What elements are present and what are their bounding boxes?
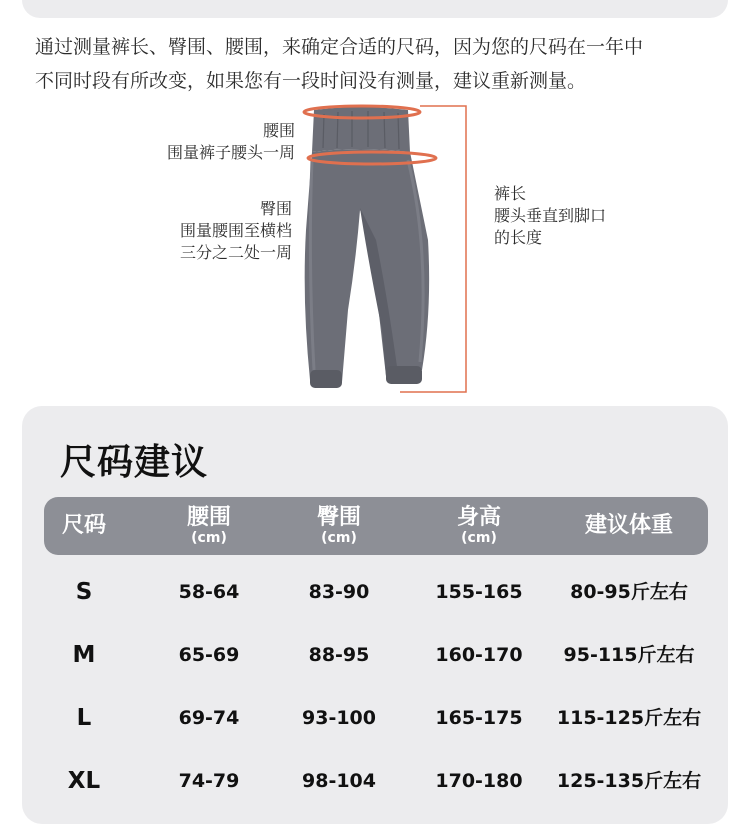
size-recommendation-card <box>22 406 728 824</box>
hip-label-desc-1: 围量腰围至横档 <box>179 221 292 240</box>
size-chart-title: 尺码建议 <box>60 442 209 483</box>
cell-size: M <box>72 642 96 668</box>
header-height <box>419 497 539 555</box>
length-label-title: 裤长 <box>494 184 527 203</box>
measurement-intro <box>35 30 735 98</box>
cell-weight: 95-115斤左右 <box>563 644 695 666</box>
header-weight-label: 建议体重 <box>584 513 673 538</box>
cell-waist: 58-64 <box>178 581 240 603</box>
measurement-figure <box>0 100 750 400</box>
table-row <box>44 761 708 801</box>
cell-waist: 74-79 <box>178 770 240 792</box>
hip-label-title: 臀围 <box>259 199 292 218</box>
intro-line-2: 不同时段有所改变，如果您有一段时间没有测量，建议重新测量。 <box>35 70 587 92</box>
cell-waist: 65-69 <box>178 644 240 666</box>
table-row <box>44 572 708 612</box>
cell-weight: 80-95斤左右 <box>570 581 688 603</box>
header-waist <box>154 497 264 555</box>
cell-height: 160-170 <box>435 644 523 666</box>
header-hip-unit: (cm) <box>321 530 357 546</box>
cell-hip: 93-100 <box>302 707 376 729</box>
header-hip-label: 臀围 <box>316 505 361 530</box>
waist-label-desc: 围量裤子腰头一周 <box>166 143 295 162</box>
intro-line-1: 通过测量裤长、臀围、腰围，来确定合适的尺码，因为您的尺码在一年中 <box>35 36 644 58</box>
right-cuff <box>386 366 422 384</box>
left-cuff <box>310 370 342 388</box>
header-weight <box>549 497 709 555</box>
waist-label <box>167 120 295 164</box>
header-height-label: 身高 <box>456 505 501 530</box>
header-hip <box>284 497 394 555</box>
cell-size: S <box>75 579 93 605</box>
cell-hip: 83-90 <box>308 581 370 603</box>
hip-label <box>180 198 292 264</box>
header-height-unit: (cm) <box>461 530 497 546</box>
waist-label-title: 腰围 <box>262 121 295 140</box>
table-row <box>44 698 708 738</box>
previous-card-edge <box>22 0 728 18</box>
header-waist-unit: (cm) <box>191 530 227 546</box>
cell-weight: 115-125斤左右 <box>556 707 702 729</box>
cell-height: 170-180 <box>435 770 523 792</box>
cell-height: 165-175 <box>435 707 523 729</box>
header-waist-label: 腰围 <box>186 505 231 530</box>
cell-size: L <box>76 705 92 731</box>
length-label <box>494 183 606 249</box>
size-table-header <box>44 497 708 555</box>
header-size <box>44 497 124 555</box>
cell-size: XL <box>67 768 101 794</box>
pants-waistband <box>312 107 410 152</box>
table-row <box>44 635 708 675</box>
length-label-desc-1: 腰头垂直到脚口 <box>494 206 607 225</box>
cell-weight: 125-135斤左右 <box>556 770 702 792</box>
hip-label-desc-2: 三分之二处一周 <box>179 243 292 262</box>
cell-hip: 88-95 <box>308 644 370 666</box>
cell-height: 155-165 <box>435 581 523 603</box>
header-size-label: 尺码 <box>61 513 106 538</box>
cell-hip: 98-104 <box>302 770 376 792</box>
length-label-desc-2: 的长度 <box>494 228 543 247</box>
pants-illustration <box>290 100 490 400</box>
cell-waist: 69-74 <box>178 707 240 729</box>
pants-legs <box>305 149 429 382</box>
